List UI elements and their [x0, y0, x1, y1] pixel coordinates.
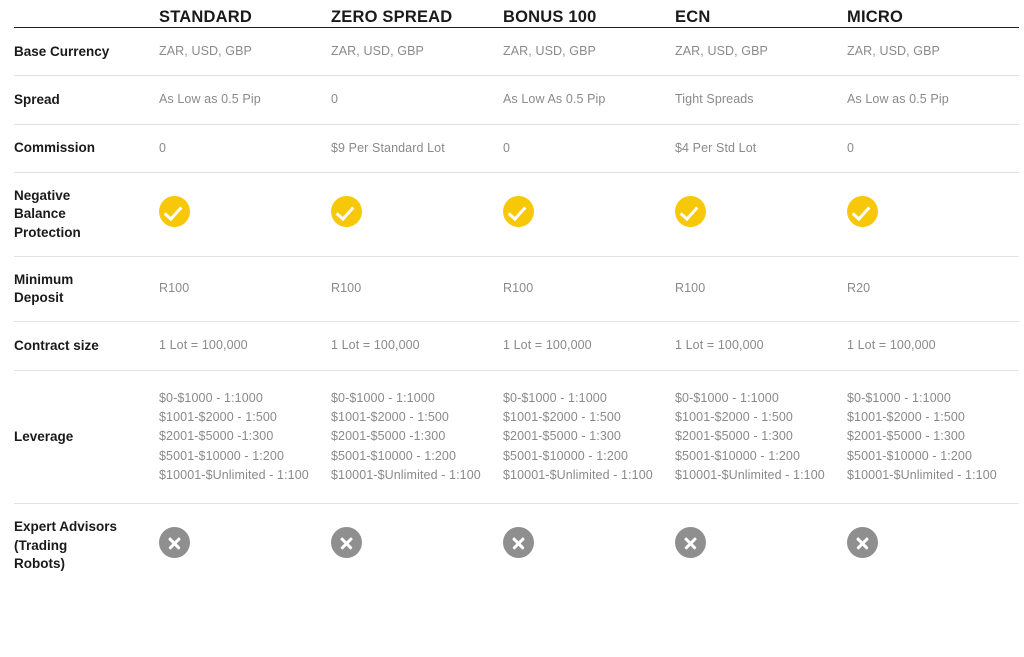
- cell-base-currency-bonus-100: ZAR, USD, GBP: [503, 44, 596, 58]
- leverage-tier: $5001-$10000 - 1:200: [331, 448, 457, 463]
- column-header-ecn: ECN: [675, 8, 711, 26]
- column-header-micro: MICRO: [847, 8, 903, 26]
- leverage-tier: $2001-$5000 -1:300: [331, 429, 446, 444]
- leverage-tier: $1001-$2000 - 1:500: [675, 409, 793, 424]
- cell-spread-micro: As Low as 0.5 Pip: [847, 92, 949, 107]
- cell-commission-micro: 0: [847, 140, 855, 155]
- close-icon: [159, 527, 190, 558]
- account-types-comparison-table: [14, 8, 1019, 587]
- cell-expert-advisors-bonus-100: [503, 504, 675, 587]
- cell-contract-size-ecn: 1 Lot = 100,000: [675, 338, 764, 353]
- cell-min-deposit-ecn: R100: [675, 281, 706, 296]
- table-row: [14, 370, 1019, 504]
- leverage-tier: $0-$1000 - 1:1000: [159, 390, 263, 405]
- close-icon: [331, 527, 362, 558]
- cell-base-currency-zero-spread: ZAR, USD, GBP: [331, 44, 424, 58]
- cell-nbp-micro: [847, 173, 1019, 257]
- column-header-bonus-100: BONUS 100: [503, 8, 597, 26]
- cell-min-deposit-zero-spread: R100: [331, 281, 362, 296]
- row-label-spread: Spread: [14, 91, 60, 107]
- leverage-tier: $5001-$10000 - 1:200: [503, 448, 629, 463]
- leverage-tier: $10001-$Unlimited - 1:100: [503, 468, 653, 483]
- table-row: [14, 322, 1019, 370]
- leverage-tier: $0-$1000 - 1:1000: [331, 390, 435, 405]
- cell-base-currency-micro: ZAR, USD, GBP: [847, 44, 940, 58]
- leverage-tier: $2001-$5000 - 1:300: [847, 429, 965, 444]
- cell-nbp-standard: [159, 173, 331, 257]
- column-header-blank: [14, 8, 159, 28]
- cell-commission-standard: 0: [159, 140, 167, 155]
- cell-nbp-bonus-100: [503, 173, 675, 257]
- table-header: [14, 8, 1019, 28]
- close-icon: [847, 527, 878, 558]
- leverage-tier: $1001-$2000 - 1:500: [503, 409, 621, 424]
- cell-contract-size-zero-spread: 1 Lot = 100,000: [331, 338, 420, 353]
- row-label-contract-size: Contract size: [14, 337, 99, 353]
- leverage-tier: $0-$1000 - 1:1000: [503, 390, 607, 405]
- leverage-tier: $10001-$Unlimited - 1:100: [675, 468, 825, 483]
- leverage-tier: $5001-$10000 - 1:200: [159, 448, 285, 463]
- column-header-standard: STANDARD: [159, 8, 252, 26]
- table-row: [14, 504, 1019, 587]
- cell-expert-advisors-zero-spread: [331, 504, 503, 587]
- row-label-negative-balance-protection: Negative Balance Protection: [14, 188, 81, 240]
- cell-leverage-micro: [847, 370, 1019, 504]
- cell-expert-advisors-ecn: [675, 504, 847, 587]
- cell-contract-size-bonus-100: 1 Lot = 100,000: [503, 338, 592, 353]
- row-label-minimum-deposit: Minimum Deposit: [14, 271, 74, 305]
- cell-min-deposit-bonus-100: R100: [503, 281, 534, 296]
- row-label-expert-advisors: Expert Advisors (Trading Robots): [14, 519, 118, 571]
- column-header-zero-spread: ZERO SPREAD: [331, 8, 453, 26]
- cell-commission-bonus-100: 0: [503, 140, 511, 155]
- leverage-tier: $10001-$Unlimited - 1:100: [159, 468, 309, 483]
- cell-spread-standard: As Low as 0.5 Pip: [159, 92, 261, 107]
- leverage-tier: $0-$1000 - 1:1000: [847, 390, 951, 405]
- leverage-tier: $0-$1000 - 1:1000: [675, 390, 779, 405]
- cell-commission-zero-spread: $9 Per Standard Lot: [331, 140, 445, 155]
- table-row: [14, 173, 1019, 257]
- leverage-tier: $2001-$5000 - 1:300: [503, 429, 621, 444]
- check-icon: [675, 196, 706, 227]
- row-label-base-currency: Base Currency: [14, 43, 110, 59]
- table-row: [14, 124, 1019, 172]
- cell-spread-zero-spread: 0: [331, 92, 339, 107]
- cell-contract-size-micro: 1 Lot = 100,000: [847, 338, 936, 353]
- cell-nbp-zero-spread: [331, 173, 503, 257]
- leverage-tier: $10001-$Unlimited - 1:100: [847, 468, 997, 483]
- table-body: [14, 28, 1019, 588]
- cell-leverage-standard: [159, 370, 331, 504]
- table-row: [14, 256, 1019, 321]
- cell-leverage-ecn: [675, 370, 847, 504]
- table-header-row: [14, 8, 1019, 28]
- leverage-tier: $5001-$10000 - 1:200: [847, 448, 973, 463]
- leverage-tier: $1001-$2000 - 1:500: [847, 409, 965, 424]
- leverage-tier: $2001-$5000 -1:300: [159, 429, 274, 444]
- table-row: [14, 76, 1019, 124]
- row-label-leverage: Leverage: [14, 428, 74, 444]
- leverage-tier: $10001-$Unlimited - 1:100: [331, 468, 481, 483]
- cell-commission-ecn: $4 Per Std Lot: [675, 140, 757, 155]
- leverage-tier: $2001-$5000 - 1:300: [675, 429, 793, 444]
- check-icon: [159, 196, 190, 227]
- row-label-commission: Commission: [14, 140, 96, 156]
- check-icon: [847, 196, 878, 227]
- leverage-tier: $5001-$10000 - 1:200: [675, 448, 801, 463]
- close-icon: [503, 527, 534, 558]
- leverage-tier: $1001-$2000 - 1:500: [331, 409, 449, 424]
- cell-leverage-zero-spread: [331, 370, 503, 504]
- cell-spread-ecn: Tight Spreads: [675, 92, 754, 107]
- cell-min-deposit-standard: R100: [159, 281, 190, 296]
- leverage-tier: $1001-$2000 - 1:500: [159, 409, 277, 424]
- cell-nbp-ecn: [675, 173, 847, 257]
- cell-expert-advisors-micro: [847, 504, 1019, 587]
- cell-base-currency-ecn: ZAR, USD, GBP: [675, 44, 768, 58]
- cell-spread-bonus-100: As Low As 0.5 Pip: [503, 92, 606, 107]
- check-icon: [503, 196, 534, 227]
- cell-min-deposit-micro: R20: [847, 281, 871, 296]
- cell-expert-advisors-standard: [159, 504, 331, 587]
- check-icon: [331, 196, 362, 227]
- close-icon: [675, 527, 706, 558]
- cell-contract-size-standard: 1 Lot = 100,000: [159, 338, 248, 353]
- cell-leverage-bonus-100: [503, 370, 675, 504]
- table-row: [14, 28, 1019, 76]
- cell-base-currency-standard: ZAR, USD, GBP: [159, 44, 252, 58]
